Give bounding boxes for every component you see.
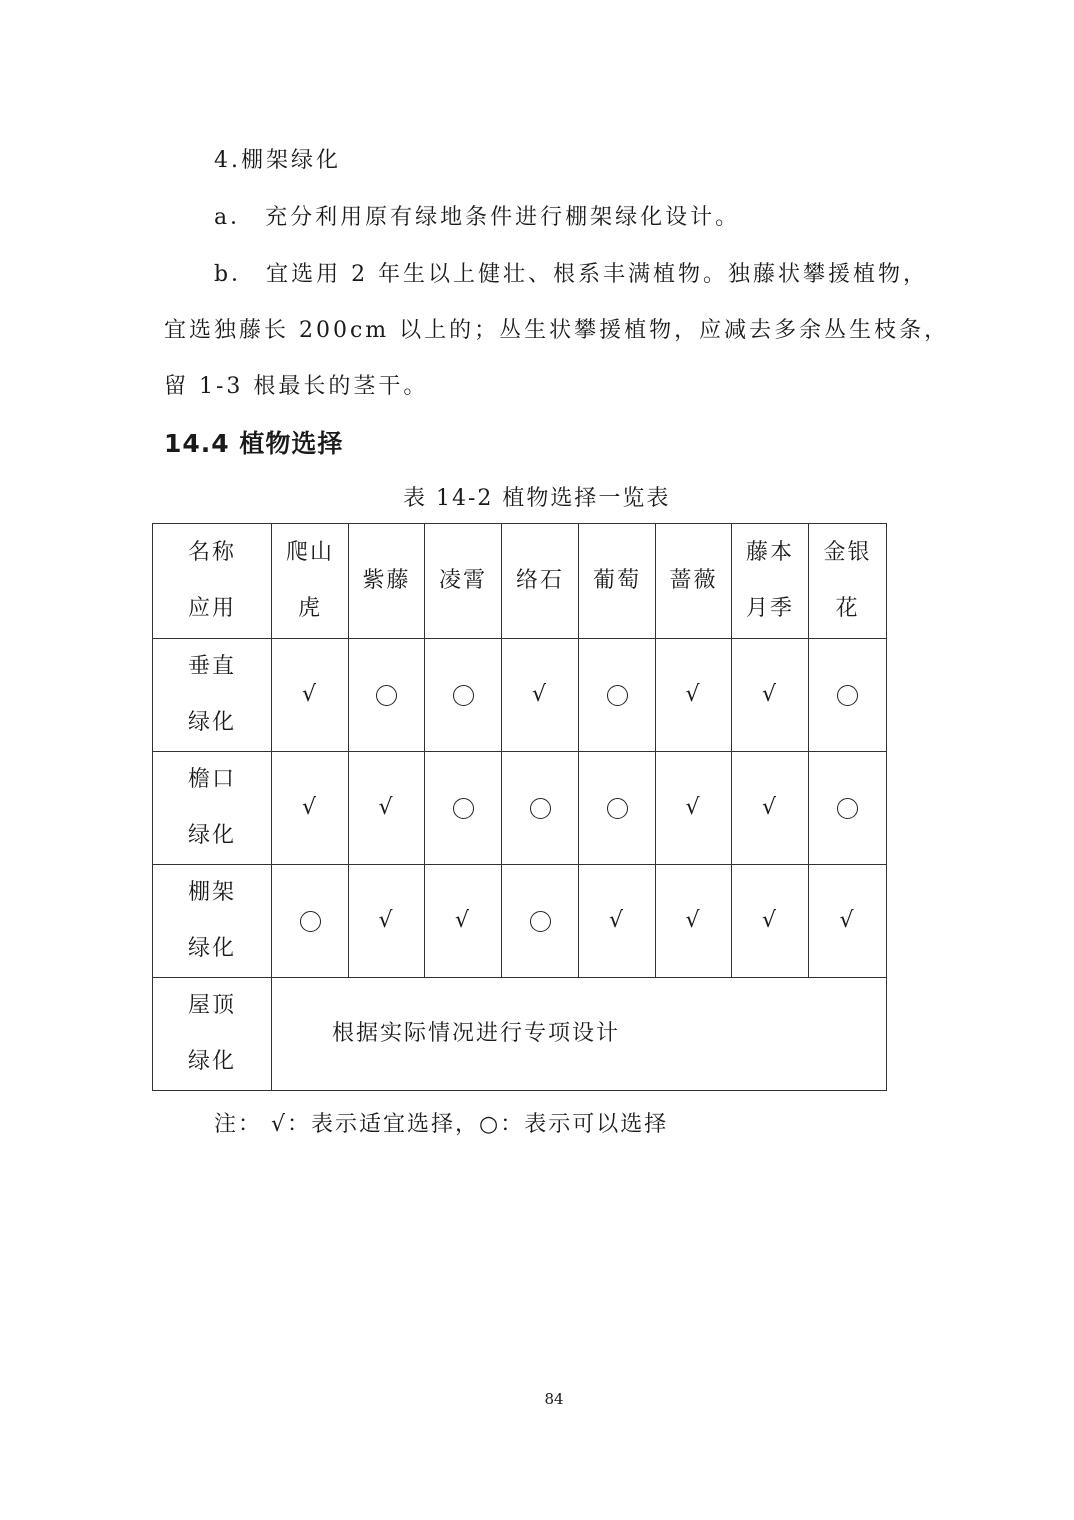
circle-icon: [530, 798, 551, 819]
check-mark-cell: [656, 865, 732, 978]
header-plant: 爬山 虎: [272, 524, 349, 639]
table-note: 注： √：表示适宜选择，○：表示可以选择: [214, 1112, 669, 1137]
row-label: 垂直 绿化: [153, 639, 272, 752]
circle-icon: [607, 798, 628, 819]
check-icon: √: [761, 908, 779, 933]
check-mark-cell: [732, 639, 809, 752]
check-mark-cell: [732, 865, 809, 978]
check-mark-cell: [732, 752, 809, 865]
check-icon: √: [685, 682, 702, 707]
header-plant: 紫藤: [349, 524, 425, 639]
circle-icon: [300, 911, 321, 932]
circle-icon: [837, 798, 858, 819]
table-row: [153, 865, 887, 978]
row-label: 棚架 绿化: [153, 865, 272, 978]
table-row: [153, 752, 887, 865]
check-icon: √: [608, 908, 626, 933]
check-icon: √: [301, 682, 319, 707]
circle-mark-cell: [425, 639, 502, 752]
check-icon: √: [761, 682, 779, 707]
circle-mark-cell: [579, 752, 656, 865]
circle-mark-cell: [425, 752, 502, 865]
check-mark-cell: [349, 752, 425, 865]
check-icon: √: [531, 682, 549, 707]
circle-mark-cell: [502, 752, 579, 865]
check-icon: √: [454, 908, 472, 933]
header-plant: 络石: [502, 524, 579, 639]
table-caption: 表 14-2 植物选择一览表: [403, 486, 671, 511]
row-label: 屋顶 绿化: [153, 978, 272, 1091]
circle-icon: [607, 685, 628, 706]
page-number: 84: [544, 1390, 564, 1408]
circle-icon: [530, 911, 551, 932]
check-mark-cell: [579, 865, 656, 978]
header-plant: 蔷薇: [656, 524, 732, 639]
paragraph-a: a． 充分利用原有绿地条件进行棚架绿化设计。: [214, 205, 741, 230]
check-icon: √: [685, 795, 702, 820]
check-icon: √: [378, 908, 395, 933]
paragraph-b-cont-1: 宜选独藤长 200cm 以上的；丛生状攀援植物，应减去多余丛生枝条，: [164, 318, 950, 343]
check-mark-cell: [272, 639, 349, 752]
check-icon: √: [301, 795, 319, 820]
header-plant: 葡萄: [579, 524, 656, 639]
header-plant: 藤本 月季: [732, 524, 809, 639]
circle-mark-cell: [809, 752, 887, 865]
circle-icon: [376, 685, 397, 706]
table-row: [153, 639, 887, 752]
check-mark-cell: [656, 639, 732, 752]
check-icon: √: [378, 795, 395, 820]
circle-mark-cell: [272, 865, 349, 978]
header-plant: 金银 花: [809, 524, 887, 639]
roof-merged-cell: 根据实际情况进行专项设计: [272, 978, 887, 1091]
check-mark-cell: [425, 865, 502, 978]
circle-mark-cell: [349, 639, 425, 752]
circle-mark-cell: [809, 639, 887, 752]
table-header-row: [153, 524, 887, 639]
circle-icon: [837, 685, 858, 706]
circle-mark-cell: [579, 639, 656, 752]
check-mark-cell: [656, 752, 732, 865]
check-mark-cell: [349, 865, 425, 978]
check-mark-cell: [272, 752, 349, 865]
section-heading: 14.4 植物选择: [164, 429, 344, 458]
row-label: 檐口 绿化: [153, 752, 272, 865]
table-row-roof: [153, 978, 887, 1091]
circle-icon: [453, 798, 474, 819]
paragraph-b: b． 宜选用 2 年生以上健壮、根系丰满植物。独藤状攀援植物，: [214, 262, 929, 287]
paragraph-title: 4.棚架绿化: [214, 148, 341, 173]
check-icon: √: [761, 795, 779, 820]
paragraph-b-cont-2: 留 1-3 根最长的茎干。: [164, 374, 429, 399]
check-icon: √: [685, 908, 702, 933]
circle-icon: [453, 685, 474, 706]
circle-mark-cell: [502, 865, 579, 978]
header-corner: 名称 应用: [153, 524, 272, 639]
check-mark-cell: [502, 639, 579, 752]
header-plant: 凌霄: [425, 524, 502, 639]
plant-selection-table: [152, 523, 887, 1091]
check-icon: √: [839, 908, 856, 933]
check-mark-cell: [809, 865, 887, 978]
